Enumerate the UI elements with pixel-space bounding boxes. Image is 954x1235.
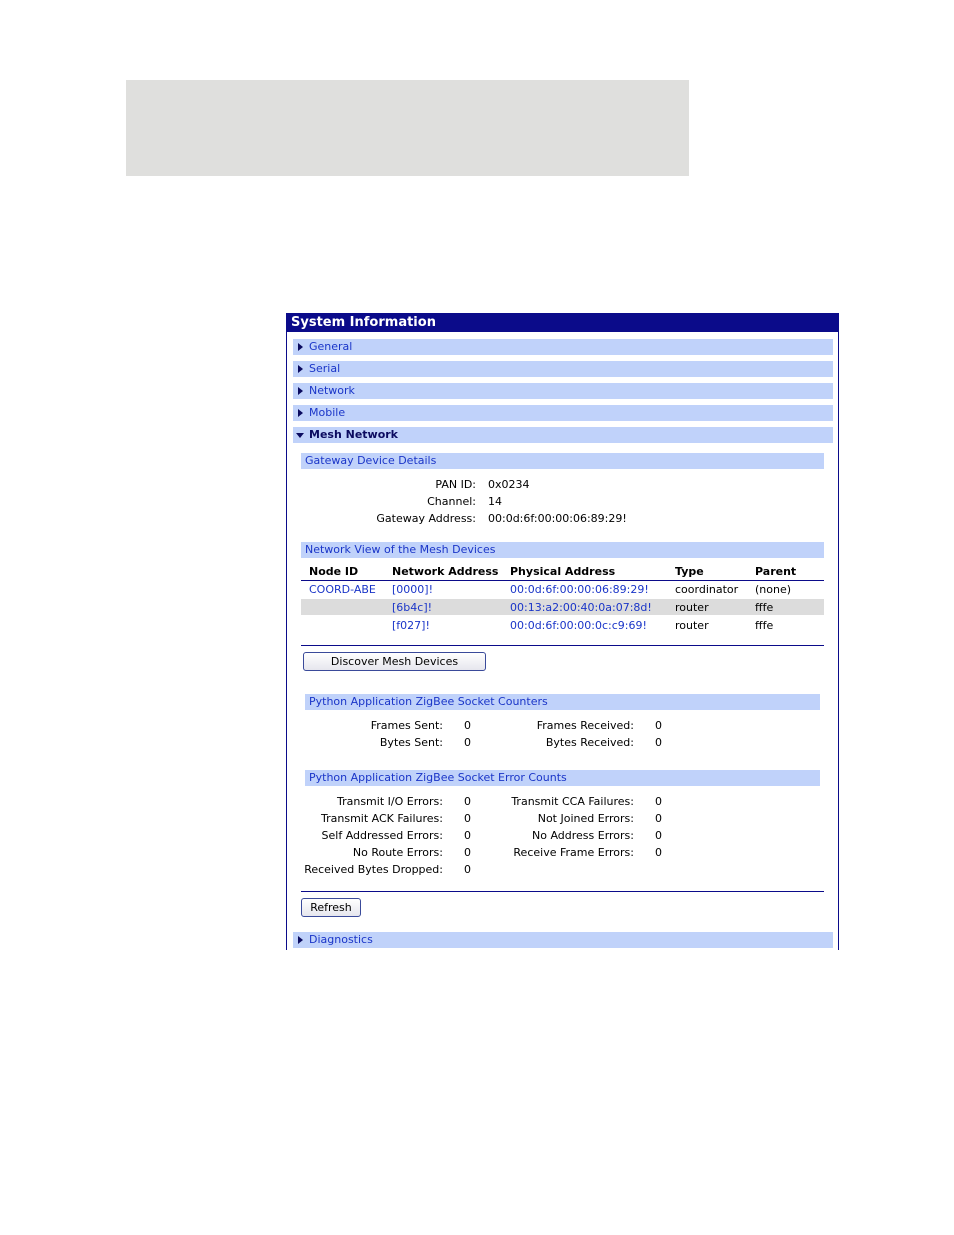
gateway-heading: Gateway Device Details	[301, 453, 824, 469]
section-label: Diagnostics	[309, 933, 373, 946]
mesh-view-heading: Network View of the Mesh Devices	[301, 542, 824, 558]
section-label: Network	[309, 384, 355, 397]
pan-id-value: 0x0234	[488, 478, 530, 491]
bytes-received-value: 0	[655, 736, 662, 749]
header-placeholder	[126, 80, 689, 176]
received-bytes-dropped-label: Received Bytes Dropped:	[304, 863, 443, 876]
bytes-received-label: Bytes Received:	[545, 736, 634, 749]
no-route-errors-label: No Route Errors:	[352, 846, 443, 859]
transmit-cca-failures-value: 0	[655, 795, 662, 808]
section-network[interactable]	[293, 383, 833, 399]
receive-frame-errors-label: Receive Frame Errors:	[513, 846, 634, 859]
not-joined-errors-value: 0	[655, 812, 662, 825]
network-address-link[interactable]: [0000]!	[392, 583, 433, 596]
receive-frame-errors-value: 0	[655, 846, 662, 859]
errors-divider	[301, 891, 824, 892]
channel-label: Channel:	[427, 495, 476, 508]
node-id-link[interactable]: COORD-ABE	[309, 583, 376, 596]
bytes-sent-label: Bytes Sent:	[379, 736, 443, 749]
type-cell: coordinator	[675, 583, 739, 596]
section-label: Serial	[309, 362, 341, 375]
transmit-io-errors-label: Transmit I/O Errors:	[336, 795, 443, 808]
channel-value: 14	[488, 495, 502, 508]
section-label: Mobile	[309, 406, 346, 419]
pan-id-label: PAN ID:	[435, 478, 476, 491]
col-physical-address: Physical Address	[510, 565, 616, 578]
transmit-cca-failures-label: Transmit CCA Failures:	[511, 795, 634, 808]
section-label: General	[309, 340, 353, 353]
not-joined-errors-label: Not Joined Errors:	[537, 812, 634, 825]
caret-right-icon	[298, 409, 303, 417]
caret-right-icon	[298, 343, 303, 351]
col-node-id: Node ID	[309, 565, 359, 578]
caret-right-icon	[298, 365, 303, 373]
caret-right-icon	[298, 387, 303, 395]
no-route-errors-value: 0	[464, 846, 471, 859]
transmit-ack-failures-label: Transmit ACK Failures:	[321, 812, 443, 825]
col-network-address: Network Address	[392, 565, 499, 578]
errors-heading: Python Application ZigBee Socket Error Counts	[305, 770, 820, 786]
parent-cell: fffe	[755, 601, 774, 614]
physical-address-link[interactable]: 00:0d:6f:00:00:0c:c9:69!	[510, 619, 647, 632]
frames-received-value: 0	[655, 719, 662, 732]
gateway-address-label: Gateway Address:	[376, 512, 476, 525]
network-address-link[interactable]: [6b4c]!	[392, 601, 433, 614]
counters-heading: Python Application ZigBee Socket Counters	[305, 694, 820, 710]
section-mobile[interactable]	[293, 405, 833, 421]
no-address-errors-label: No Address Errors:	[531, 829, 634, 842]
physical-address-link[interactable]: 00:0d:6f:00:00:06:89:29!	[510, 583, 649, 596]
col-parent: Parent	[755, 565, 797, 578]
physical-address-link[interactable]: 00:13:a2:00:40:0a:07:8d!	[510, 601, 652, 614]
col-type: Type	[675, 565, 704, 578]
transmit-io-errors-value: 0	[464, 795, 471, 808]
discover-mesh-devices-button[interactable]: Discover Mesh Devices	[303, 652, 486, 671]
table-header-divider	[301, 580, 824, 581]
refresh-button[interactable]: Refresh	[301, 898, 361, 917]
panel-title: System Information	[287, 313, 838, 332]
section-label: Mesh Network	[309, 428, 398, 441]
caret-right-icon	[298, 936, 303, 944]
table-footer-divider	[301, 645, 824, 646]
section-general[interactable]	[293, 339, 833, 355]
caret-down-icon	[296, 433, 304, 438]
gateway-address-value: 00:0d:6f:00:00:06:89:29!	[488, 512, 627, 525]
self-addressed-errors-label: Self Addressed Errors:	[321, 829, 443, 842]
parent-cell: (none)	[755, 583, 792, 596]
type-cell: router	[675, 601, 709, 614]
frames-sent-value: 0	[464, 719, 471, 732]
frames-received-label: Frames Received:	[536, 719, 634, 732]
frames-sent-label: Frames Sent:	[370, 719, 443, 732]
no-address-errors-value: 0	[655, 829, 662, 842]
network-address-link[interactable]: [f027]!	[392, 619, 430, 632]
received-bytes-dropped-value: 0	[464, 863, 471, 876]
section-serial[interactable]	[293, 361, 833, 377]
parent-cell: fffe	[755, 619, 774, 632]
system-information-panel	[286, 313, 839, 950]
type-cell: router	[675, 619, 709, 632]
section-diagnostics[interactable]	[293, 932, 833, 948]
bytes-sent-value: 0	[464, 736, 471, 749]
self-addressed-errors-value: 0	[464, 829, 471, 842]
transmit-ack-failures-value: 0	[464, 812, 471, 825]
section-mesh-network[interactable]	[293, 427, 833, 443]
